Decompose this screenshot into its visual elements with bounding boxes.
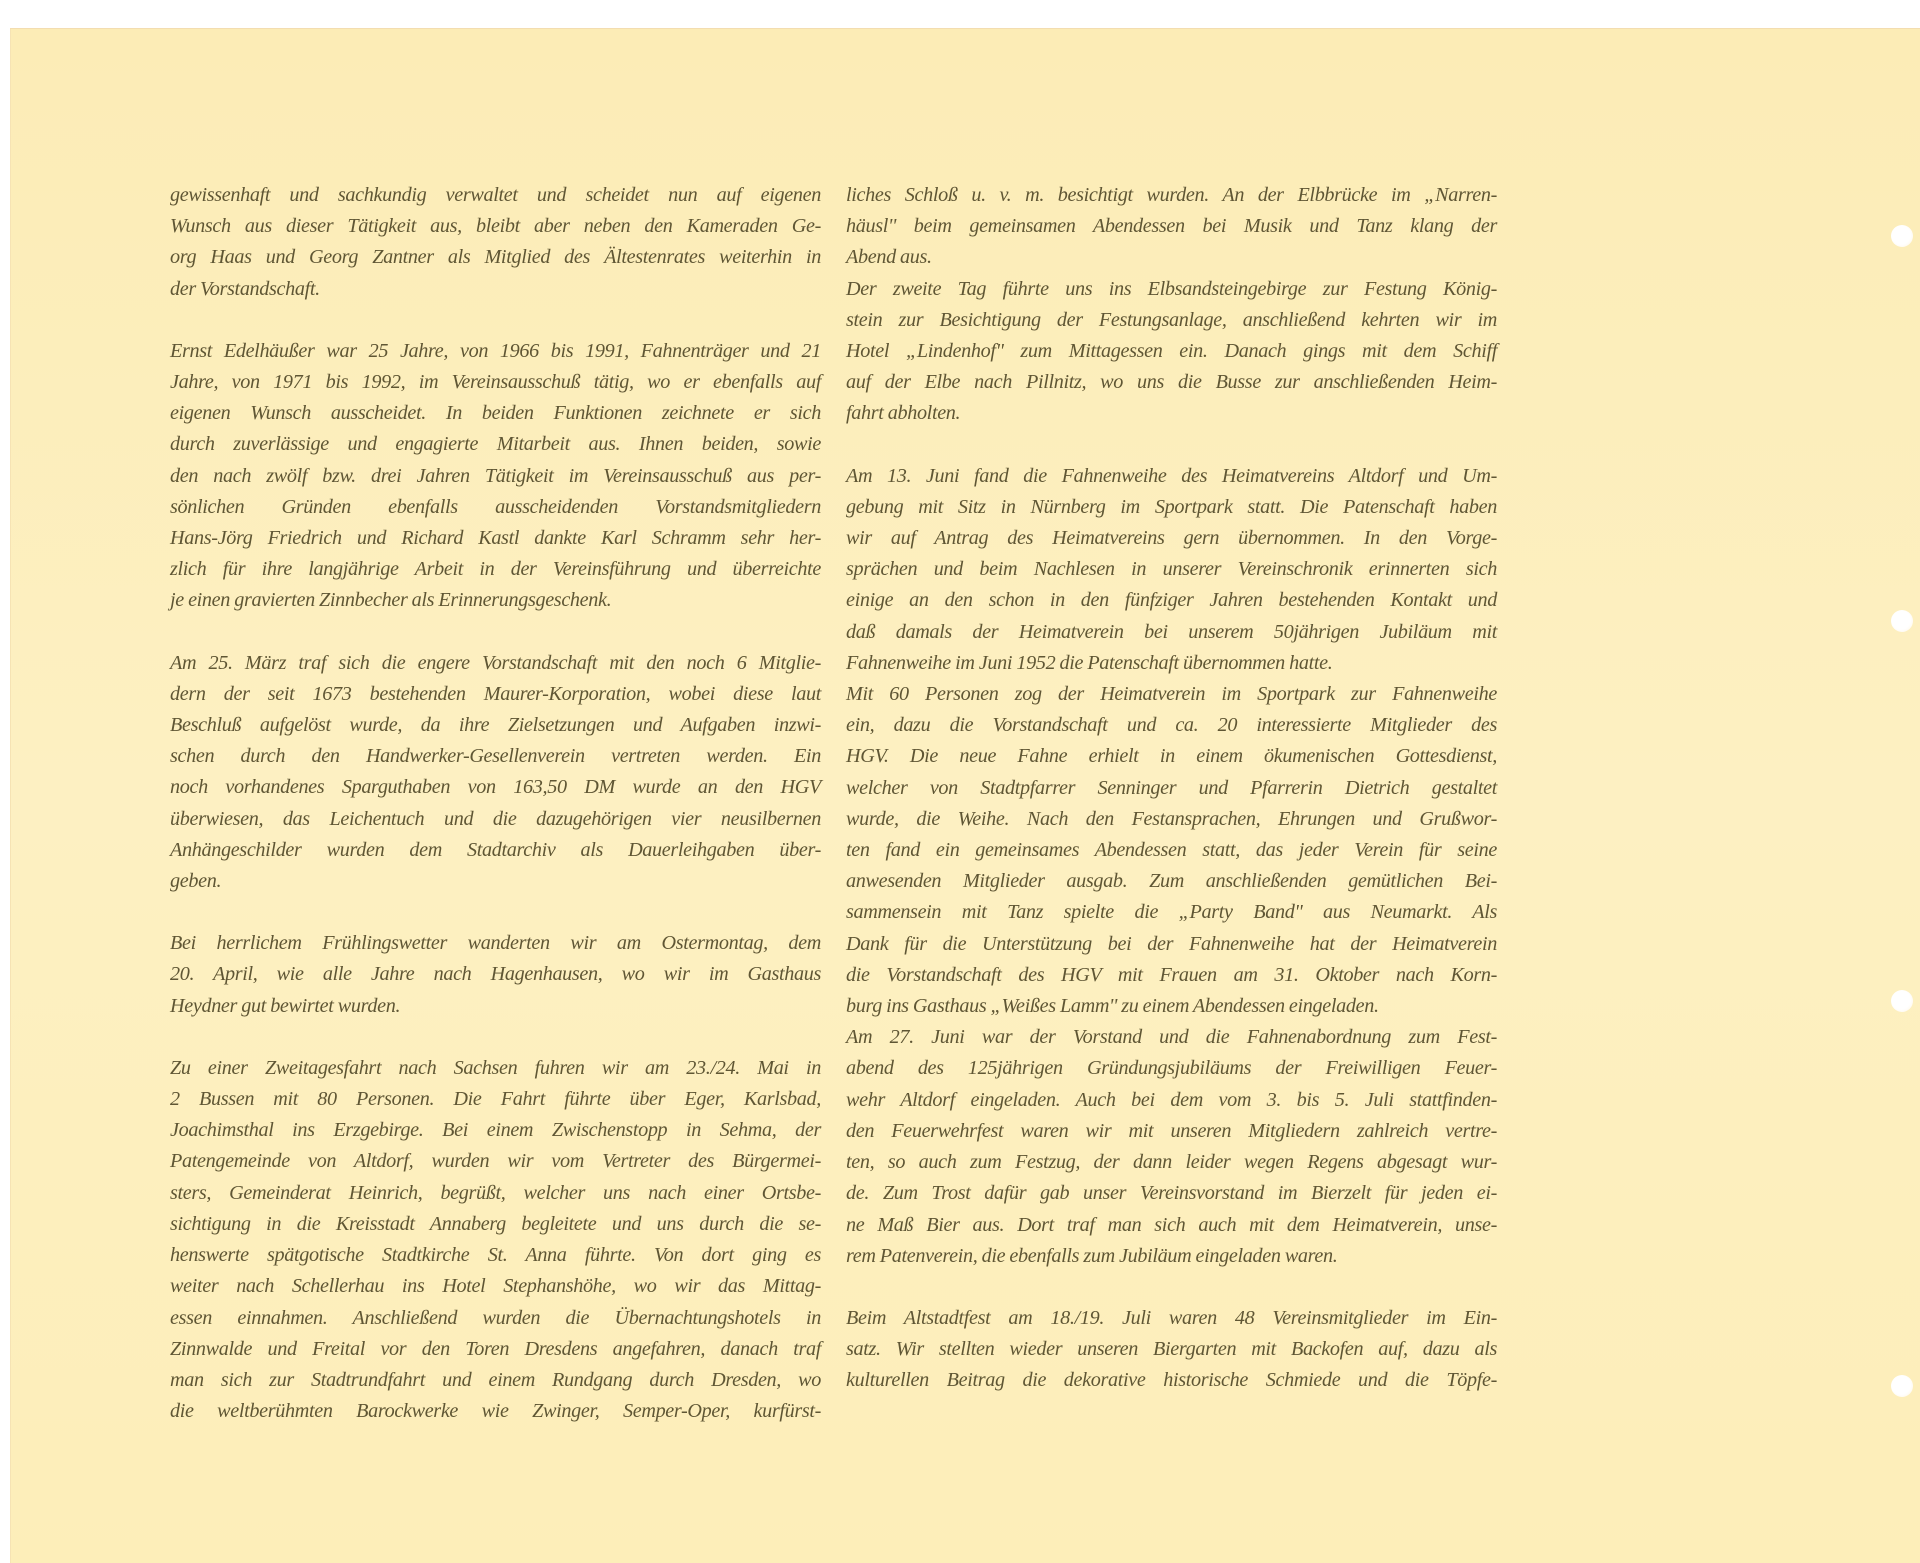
text-line: dern der seit 1673 bestehenden Maurer-Korporation, wobei diese laut [170,682,821,705]
punch-hole-1 [1891,225,1913,247]
text-line: wehr Altdorf eingeladen. Auch bei dem vom 3. bis 5. Juli stattfinden- [846,1088,1497,1111]
text-line: Hotel „Lindenhof'' zum Mittagessen ein. Danach gings mit dem Schiff [846,340,1497,363]
text-line: anwesenden Mitglieder ausgab. Zum anschließenden gemütlichen Bei- [846,870,1497,893]
text-line: Mit 60 Personen zog der Heimatverein im Sportpark zur Fahnenweihe [846,683,1497,706]
text-line: auf der Elbe nach Pillnitz, wo uns die Busse zur anschließenden Heim- [846,371,1497,394]
text-line: sammensein mit Tanz spielte die „Party Band'' aus Neumarkt. Als [846,901,1497,924]
text-line: org Haas und Georg Zantner als Mitglied des Ältestenrates weiterhin in [170,246,821,269]
paragraph [846,1303,1497,1397]
text-line: Bei herrlichem Frühlingswetter wanderten wir am Ostermontag, dem [170,932,821,955]
text-line: Hans-Jörg Friedrich und Richard Kastl dankte Karl Schramm sehr her- [170,527,821,550]
text-line: burg ins Gasthaus „Weißes Lamm'' zu einem Abendessen eingeladen. [846,995,1379,1018]
paragraph [846,679,1497,1022]
text-line: Beim Altstadtfest am 18./19. Juli waren 48 Vereinsmitglieder im Ein- [846,1306,1497,1329]
text-line: Anhängeschilder wurden dem Stadtarchiv als Dauerleihgaben über- [170,838,821,861]
text-line: 2 Bussen mit 80 Personen. Die Fahrt führte über Eger, Karlsbad, [170,1088,821,1111]
text-line: Fahnenweihe im Juni 1952 die Patenschaft übernommen hatte. [846,651,1333,674]
text-line: abend des 125jährigen Gründungsjubiläums der Freiwilligen Feuer- [846,1057,1497,1080]
text-line: fahrt abholten. [846,402,961,425]
text-line: überwiesen, das Leichentuch und die dazugehörigen vier neusilbernen [170,807,821,830]
text-line: weiter nach Schellerhau ins Hotel Stephanshöhe, wo wir das Mittag- [170,1275,821,1298]
paragraph [846,180,1497,274]
text-line: Ernst Edelhäußer war 25 Jahre, von 1966 bis 1991, Fahnenträger und 21 [170,339,821,362]
text-line: der Vorstandschaft. [170,277,320,300]
text-line: satz. Wir stellten wieder unseren Biergarten mit Backofen auf, dazu als [846,1338,1497,1361]
text-line: Der zweite Tag führte uns ins Elbsandsteingebirge zur Festung König- [846,277,1497,300]
text-line: ten fand ein gemeinsames Abendessen statt, das jeder Verein für seine [846,839,1497,862]
text-line: Zinnwalde und Freital vor den Toren Dresdens angefahren, danach traf [170,1337,821,1360]
paragraph [170,1053,821,1427]
paragraph [846,461,1497,679]
text-line: Zu einer Zweitagesfahrt nach Sachsen fuhren wir am 23./24. Mai in [170,1056,821,1079]
text-line: sprächen und beim Nachlesen in unserer Vereinschronik erinnerten sich [846,558,1497,581]
text-line: rem Patenverein, die ebenfalls zum Jubiläum eingeladen waren. [846,1244,1338,1267]
text-line: ten, so auch zum Festzug, der dann leider wegen Regens abgesagt wur- [846,1151,1497,1174]
text-line: Joachimsthal ins Erzgebirge. Bei einem Zwischenstopp in Sehma, der [170,1119,821,1142]
paragraph [846,274,1497,430]
text-line: henswerte spätgotische Stadtkirche St. Anna führte. Von dort ging es [170,1244,821,1267]
text-line: sönlichen Gründen ebenfalls ausscheidenden Vorstandsmitgliedern [170,495,821,518]
text-line: Abend aus. [846,246,932,269]
paragraph [170,928,821,1022]
text-line: Am 13. Juni fand die Fahnenweihe des Heimatvereins Altdorf und Um- [846,464,1497,487]
right-text-column [846,180,1497,1428]
text-line: de. Zum Trost dafür gab unser Vereinsvorstand im Bierzelt für jeden ei- [846,1182,1497,1205]
text-line: geben. [170,870,222,893]
text-line: daß damals der Heimatverein bei unserem 50jährigen Jubiläum mit [846,620,1497,643]
document-page [10,28,1920,1563]
text-line: HGV. Die neue Fahne erhielt in einem ökumenischen Gottesdienst, [846,745,1497,768]
text-line: sters, Gemeinderat Heinrich, begrüßt, welcher uns nach einer Ortsbe- [170,1181,821,1204]
paragraph [846,1022,1497,1272]
text-line: essen einnahmen. Anschließend wurden die Übernachtungshotels in [170,1306,821,1329]
paragraph [170,180,821,305]
text-line: wir auf Antrag des Heimatvereins gern übernommen. In den Vorge- [846,527,1497,550]
paragraph [170,336,821,617]
text-line: stein zur Besichtigung der Festungsanlage, anschließend kehrten wir im [846,308,1497,331]
text-line: welcher von Stadtpfarrer Senninger und Pfarrerin Dietrich gestaltet [846,776,1497,799]
text-line: Wunsch aus dieser Tätigkeit aus, bleibt aber neben den Kameraden Ge- [170,215,821,238]
text-line: Beschluß aufgelöst wurde, da ihre Zielsetzungen und Aufgaben inzwi- [170,714,821,737]
text-line: durch zuverlässige und engagierte Mitarbeit aus. Ihnen beiden, sowie [170,433,821,456]
punch-hole-3 [1891,990,1913,1012]
text-line: Am 27. Juni war der Vorstand und die Fahnenabordnung zum Fest- [846,1026,1497,1049]
text-line: Am 25. März traf sich die engere Vorstandschaft mit den noch 6 Mitglie- [170,651,821,674]
punch-hole-2 [1891,610,1913,632]
text-line: Dank für die Unterstützung bei der Fahnenweihe hat der Heimatverein [846,932,1497,955]
text-line: gewissenhaft und sachkundig verwaltet und scheidet nun auf eigenen [170,184,821,206]
text-line: ne Maß Bier aus. Dort traf man sich auch mit dem Heimatverein, unse- [846,1213,1497,1236]
text-line: ein, dazu die Vorstandschaft und ca. 20 interessierte Mitglieder des [846,714,1497,737]
text-line: schen durch den Handwerker-Gesellenverein vertreten werden. Ein [170,745,821,768]
text-line: sichtigung in die Kreisstadt Annaberg begleitete und uns durch die se- [170,1212,821,1235]
text-line: man sich zur Stadtrundfahrt und einem Rundgang durch Dresden, wo [170,1368,821,1391]
text-line: wurde, die Weihe. Nach den Festansprachen, Ehrungen und Grußwor- [846,807,1497,830]
text-line: häusl'' beim gemeinsamen Abendessen bei Musik und Tanz klang der [846,215,1497,238]
text-line: Heydner gut bewirtet wurden. [170,994,401,1017]
text-line: Patengemeinde von Altdorf, wurden wir vom Vertreter des Bürgermei- [170,1150,821,1173]
punch-hole-4 [1891,1375,1913,1397]
text-line: Jahre, von 1971 bis 1992, im Vereinsausschuß tätig, wo er ebenfalls auf [170,371,821,394]
text-line: je einen gravierten Zinnbecher als Erinnerungsgeschenk. [170,589,612,612]
text-line: die weltberühmten Barockwerke wie Zwinger, Semper-Oper, kurfürst- [170,1400,821,1423]
text-line: einige an den schon in den fünfziger Jahren bestehenden Kontakt und [846,589,1497,612]
text-line: gebung mit Sitz in Nürnberg im Sportpark statt. Die Patenschaft haben [846,495,1497,518]
text-line: zlich für ihre langjährige Arbeit in der Vereinsführung und überreichte [170,558,821,581]
text-line: liches Schloß u. v. m. besichtigt wurden. An der Elbbrücke im „Narren- [846,184,1497,206]
paragraph [170,648,821,898]
text-line: 20. April, wie alle Jahre nach Hagenhausen, wo wir im Gasthaus [170,963,821,986]
text-line: noch vorhandenes Sparguthaben von 163,50 DM wurde an den HGV [170,776,821,799]
text-line: die Vorstandschaft des HGV mit Frauen am 31. Oktober nach Korn- [846,963,1497,986]
text-line: den nach zwölf bzw. drei Jahren Tätigkeit im Vereinsausschuß aus per- [170,464,821,487]
text-line: eigenen Wunsch ausscheidet. In beiden Funktionen zeichnete er sich [170,402,821,425]
left-text-column [170,180,821,1458]
text-line: kulturellen Beitrag die dekorative historische Schmiede und die Töpfe- [846,1369,1497,1392]
text-line: den Feuerwehrfest waren wir mit unseren Mitgliedern zahlreich vertre- [846,1119,1497,1142]
